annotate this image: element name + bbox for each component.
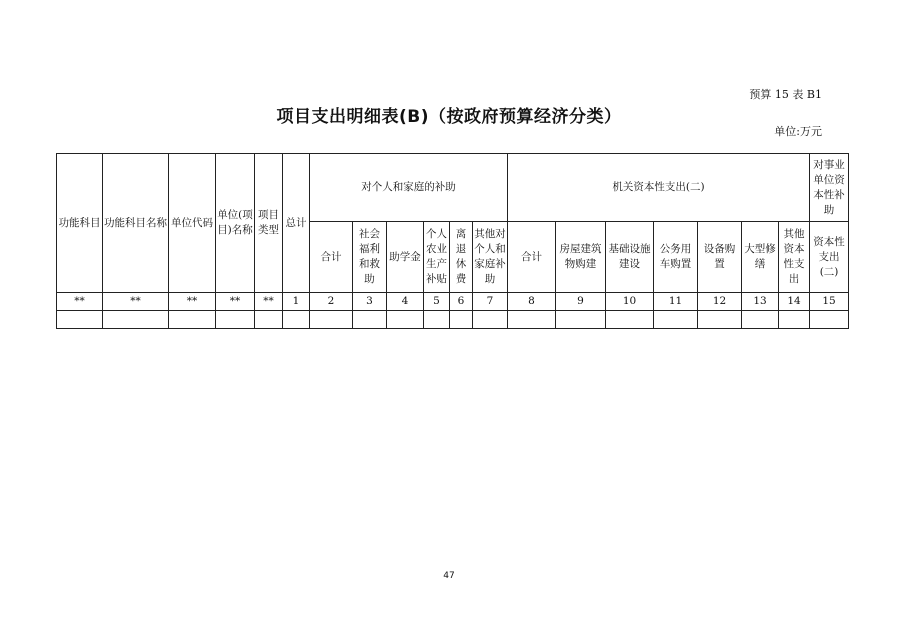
marker-cell: ** <box>57 293 103 311</box>
unit-label: 单位:万元 <box>774 125 822 138</box>
sub-header-cell: 离退休费 <box>450 222 473 293</box>
sub-header-cell: 其他对个人和家庭补助 <box>473 222 508 293</box>
marker-cell: 4 <box>387 293 424 311</box>
table-cell <box>654 311 698 329</box>
header-cell: 功能科目名称 <box>103 154 169 293</box>
header-cell: 单位(项目)名称 <box>216 154 255 293</box>
table-cell <box>508 311 556 329</box>
marker-cell: 3 <box>353 293 387 311</box>
sub-header-cell: 基础设施建设 <box>606 222 654 293</box>
marker-cell: ** <box>103 293 169 311</box>
sub-header-cell: 房屋建筑物购建 <box>556 222 606 293</box>
group-header-personal: 对个人和家庭的补助 <box>310 154 508 222</box>
sub-header-cell: 合计 <box>310 222 353 293</box>
header-cell: 功能科目 <box>57 154 103 293</box>
table-cell <box>606 311 654 329</box>
marker-cell: 10 <box>606 293 654 311</box>
table-cell <box>450 311 473 329</box>
table-cell <box>698 311 742 329</box>
page-title: 项目支出明细表(B)（按政府预算经济分类） <box>276 107 622 127</box>
marker-cell: 9 <box>556 293 606 311</box>
sub-header-cell: 资本性支出(二) <box>810 222 849 293</box>
marker-cell: 11 <box>654 293 698 311</box>
table-cell <box>283 311 310 329</box>
form-code: 预算 15 表 B1 <box>749 88 822 101</box>
group-header-unit-subsidy: 对事业单位资本性补助 <box>810 154 849 222</box>
table-cell <box>255 311 283 329</box>
marker-cell: 12 <box>698 293 742 311</box>
table-cell <box>424 311 450 329</box>
table-cell <box>353 311 387 329</box>
header-cell: 项目类型 <box>255 154 283 293</box>
marker-cell: 13 <box>742 293 779 311</box>
sub-header-cell: 合计 <box>508 222 556 293</box>
marker-cell: 15 <box>810 293 849 311</box>
marker-cell: ** <box>169 293 216 311</box>
header-cell: 单位代码 <box>169 154 216 293</box>
expenditure-table <box>56 153 849 329</box>
sub-header-cell: 个人农业生产补贴 <box>424 222 450 293</box>
marker-cell: 6 <box>450 293 473 311</box>
marker-cell: 7 <box>473 293 508 311</box>
table-cell <box>216 311 255 329</box>
sub-header-cell: 其他资本性支出 <box>779 222 810 293</box>
table-cell <box>473 311 508 329</box>
page-number: 47 <box>443 571 455 581</box>
marker-cell: 14 <box>779 293 810 311</box>
table-cell <box>810 311 849 329</box>
table-row <box>57 311 849 329</box>
marker-row <box>57 293 849 311</box>
sub-header-cell: 大型修缮 <box>742 222 779 293</box>
marker-cell: ** <box>255 293 283 311</box>
table-cell <box>169 311 216 329</box>
marker-cell: ** <box>216 293 255 311</box>
table-cell <box>387 311 424 329</box>
marker-cell: 1 <box>283 293 310 311</box>
table-cell <box>742 311 779 329</box>
table-cell <box>57 311 103 329</box>
table-cell <box>310 311 353 329</box>
sub-header-cell: 社会福利和救助 <box>353 222 387 293</box>
sub-header-cell: 设备购置 <box>698 222 742 293</box>
marker-cell: 5 <box>424 293 450 311</box>
table-cell <box>103 311 169 329</box>
group-header-capital: 机关资本性支出(二) <box>508 154 810 222</box>
marker-cell: 8 <box>508 293 556 311</box>
table-cell <box>779 311 810 329</box>
sub-header-cell: 助学金 <box>387 222 424 293</box>
table-cell <box>556 311 606 329</box>
sub-header-cell: 公务用车购置 <box>654 222 698 293</box>
header-cell: 总计 <box>283 154 310 293</box>
marker-cell: 2 <box>310 293 353 311</box>
